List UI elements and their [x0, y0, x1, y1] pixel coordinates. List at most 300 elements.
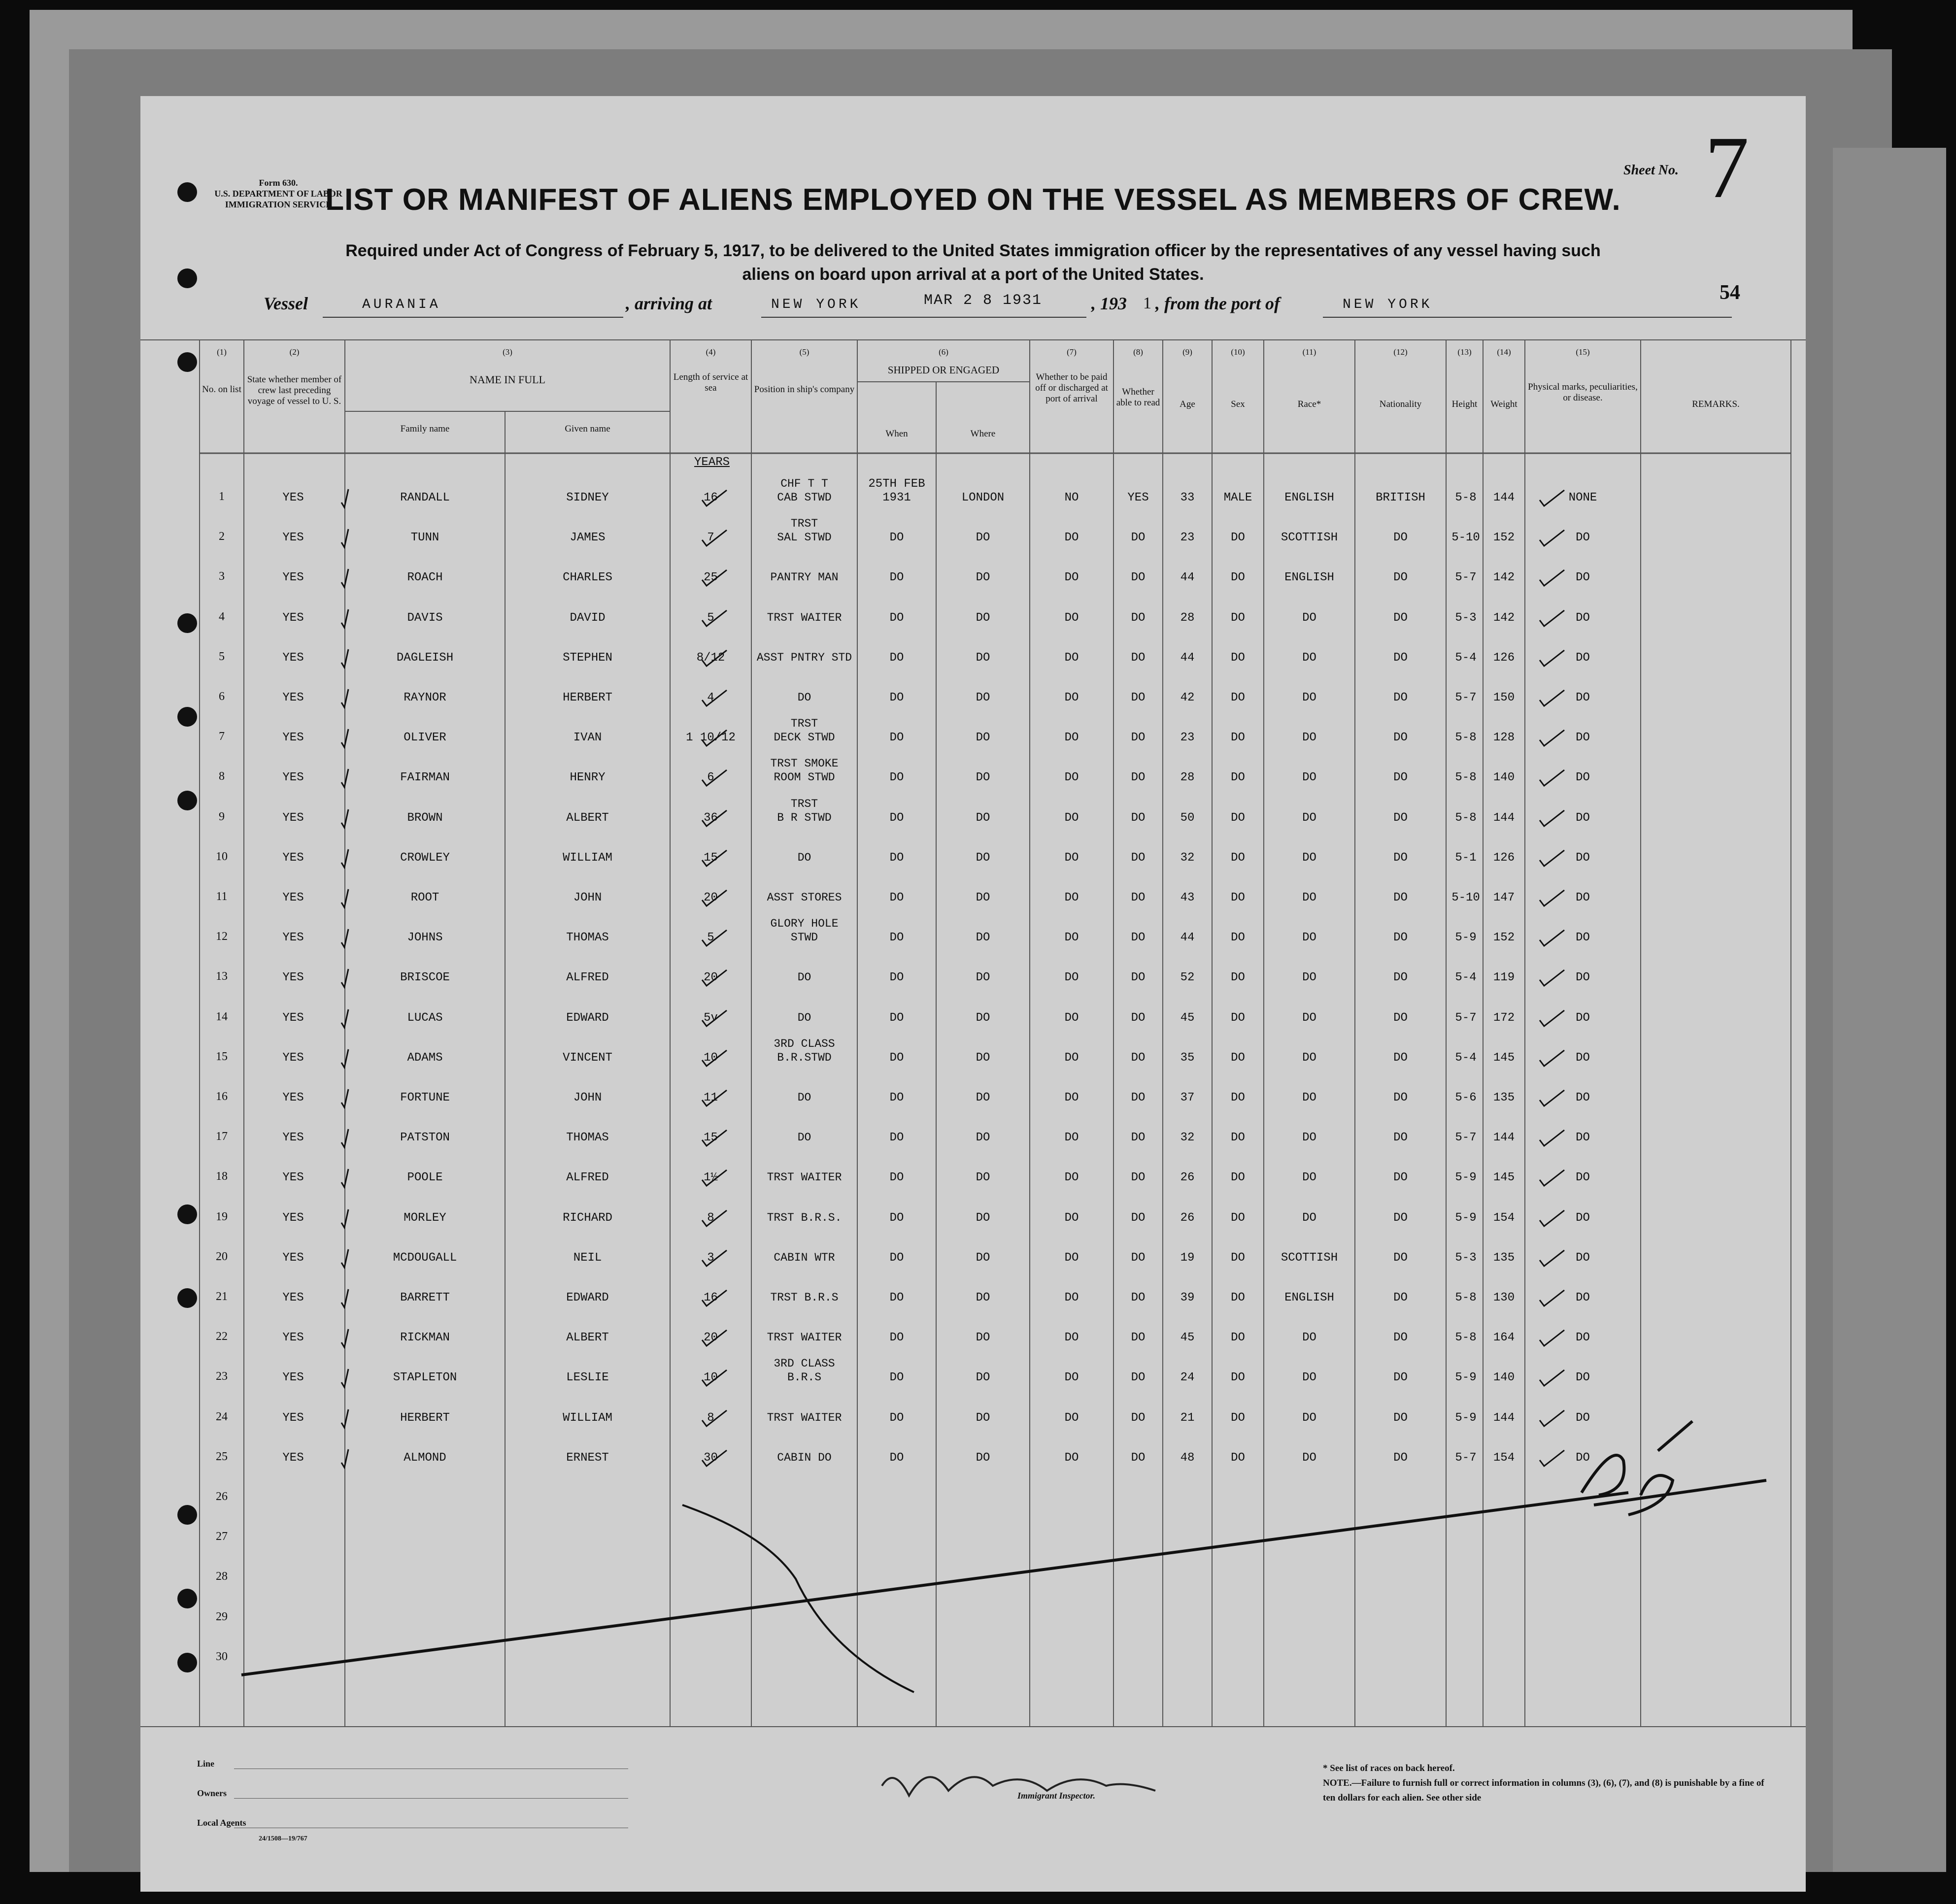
cell-nat: DO — [1393, 1171, 1408, 1185]
check-prev-mark — [337, 725, 367, 750]
cell-sex: DO — [1231, 851, 1245, 865]
cell-height: 5-7 — [1455, 1131, 1477, 1145]
check-marks-mark — [1537, 485, 1567, 510]
cell-prev: YES — [282, 1291, 304, 1304]
cell-position-line2: TRST B.R.S — [770, 1291, 839, 1304]
col-number: (3) — [503, 347, 512, 357]
check-marks-mark — [1537, 805, 1567, 830]
check-prev-mark — [337, 1405, 367, 1430]
cell-where: DO — [976, 1051, 990, 1065]
check-service-mark — [700, 1365, 729, 1390]
cell-marks: DO — [1576, 1411, 1590, 1425]
cell-position-line2: DO — [797, 1011, 811, 1024]
cell-height: 5-8 — [1455, 491, 1477, 504]
cell-where: DO — [976, 851, 990, 865]
cell-height: 5-7 — [1455, 571, 1477, 585]
cell-position-line2: DO — [797, 1131, 811, 1144]
cell-weight: 147 — [1493, 891, 1515, 904]
cell-nat: DO — [1393, 971, 1408, 985]
cell-age: 28 — [1180, 611, 1195, 625]
cell-paid: DO — [1064, 531, 1079, 545]
check-service-mark — [700, 685, 729, 710]
cell-race: DO — [1302, 691, 1316, 704]
cell-service: 25 — [704, 571, 718, 585]
check-prev-mark — [337, 1085, 367, 1110]
cell-race: ENGLISH — [1284, 491, 1334, 504]
page-title: LIST OR MANIFEST OF ALIENS EMPLOYED ON THE VESSEL AS MEMBERS OF CREW. — [325, 183, 1621, 217]
cell-where: DO — [976, 1291, 990, 1304]
vessel-label: Vessel — [264, 294, 308, 313]
page-number: 54 — [1720, 281, 1740, 304]
check-marks-mark — [1537, 1085, 1567, 1110]
cell-family: FORTUNE — [400, 1091, 450, 1104]
cell-age: 43 — [1180, 891, 1195, 904]
cell-height: 5-7 — [1455, 1011, 1477, 1025]
cell-height: 5-4 — [1455, 1051, 1477, 1065]
cell-age: 44 — [1180, 651, 1195, 665]
cell-marks: DO — [1576, 1171, 1590, 1185]
cell-weight: 130 — [1493, 1291, 1515, 1304]
penalty-note: NOTE.—Failure to furnish full or correct information in columns (3), (6), (7), and (8) is punishable by a fine of ten dollars for each alien. See other side — [1323, 1778, 1764, 1803]
cell-prev: YES — [282, 771, 304, 785]
cell-where: DO — [976, 771, 990, 785]
cell-family: FAIRMAN — [400, 771, 450, 785]
check-service-mark — [700, 1205, 729, 1230]
col-number: (1) — [217, 347, 227, 357]
check-marks-mark — [1537, 1205, 1567, 1230]
date-stamp: MAR 2 8 1931 — [924, 292, 1043, 309]
cell-given: LESLIE — [566, 1371, 609, 1385]
cell-age: 35 — [1180, 1051, 1195, 1065]
cell-where: DO — [976, 1371, 990, 1385]
cell-read: DO — [1131, 531, 1146, 545]
cell-service: 10 — [704, 1051, 718, 1065]
cell-age: 52 — [1180, 971, 1195, 985]
cell-position-line2: CABIN WTR — [774, 1251, 835, 1264]
cell-paid: DO — [1064, 891, 1079, 904]
cell-position-line2: TRST B.R.S. — [767, 1211, 842, 1224]
cell-given: ALBERT — [566, 811, 609, 825]
cell-weight: 144 — [1493, 811, 1515, 825]
cell-family: BRISCOE — [400, 971, 450, 985]
cell-when2: DO — [889, 611, 904, 625]
row-number: 3 — [219, 570, 225, 583]
check-prev-mark — [337, 1125, 367, 1150]
col-number: (4) — [706, 347, 716, 357]
cell-position-line2: ASST STORES — [767, 891, 842, 904]
cell-weight: 154 — [1493, 1451, 1515, 1465]
cell-read: YES — [1127, 491, 1149, 504]
cell-prev: YES — [282, 931, 304, 945]
cell-position-line2: DO — [797, 851, 811, 864]
cell-service: 20 — [704, 1331, 718, 1345]
cell-when2: DO — [889, 1091, 904, 1104]
cell-sex: DO — [1231, 811, 1245, 825]
cell-position-line2: CAB STWD — [777, 491, 832, 504]
check-service-mark — [700, 1405, 729, 1430]
check-prev-mark — [337, 1045, 367, 1070]
check-service-mark — [700, 1125, 729, 1150]
cell-read: DO — [1131, 891, 1146, 904]
cell-marks: DO — [1576, 1371, 1590, 1385]
cell-age: 50 — [1180, 811, 1195, 825]
col-header-shipped: SHIPPED OR ENGAGED — [887, 364, 1000, 376]
cell-height: 5-9 — [1455, 1211, 1477, 1225]
cell-when2: DO — [889, 571, 904, 585]
cell-paid: DO — [1064, 571, 1079, 585]
check-service-mark — [700, 645, 729, 670]
cell-paid: DO — [1064, 691, 1079, 704]
cell-race: DO — [1302, 971, 1316, 985]
cell-weight: 142 — [1493, 611, 1515, 625]
cell-read: DO — [1131, 1171, 1146, 1185]
from-port: NEW YORK — [1343, 297, 1433, 312]
arriving-port: NEW YORK — [771, 297, 861, 312]
cell-when2: DO — [889, 1251, 904, 1265]
cell-race: DO — [1302, 1371, 1316, 1385]
cell-service: 5 — [707, 611, 714, 625]
row-number-empty: 29 — [216, 1610, 228, 1623]
cell-where: DO — [976, 1251, 990, 1265]
cell-position-line2: CABIN DO — [777, 1451, 832, 1464]
col-header-where: Where — [970, 429, 996, 439]
cell-family: PATSTON — [400, 1131, 450, 1145]
cell-weight: 140 — [1493, 771, 1515, 785]
cell-where: DO — [976, 1451, 990, 1465]
cell-nat: DO — [1393, 771, 1408, 785]
cell-weight: 172 — [1493, 1011, 1515, 1025]
year-label: , 193 — [1091, 294, 1127, 313]
cell-paid: DO — [1064, 1211, 1079, 1225]
cell-prev: YES — [282, 1091, 304, 1104]
check-service-mark — [700, 1085, 729, 1110]
cell-when2: DO — [889, 1171, 904, 1185]
check-marks-mark — [1537, 1245, 1567, 1270]
cell-when2: DO — [889, 1131, 904, 1145]
check-prev-mark — [337, 565, 367, 590]
cell-service: 1½ — [704, 1171, 718, 1185]
cell-when2: DO — [889, 771, 904, 785]
cell-nat: DO — [1393, 1091, 1408, 1104]
cell-position-line2: TRST WAITER — [767, 1171, 842, 1184]
check-service-mark — [700, 925, 729, 950]
cell-family: RICKMAN — [400, 1331, 450, 1345]
cell-family: STAPLETON — [393, 1371, 457, 1385]
cell-age: 24 — [1180, 1371, 1195, 1385]
cell-weight: 128 — [1493, 731, 1515, 745]
check-marks-mark — [1537, 605, 1567, 630]
cell-service: 8/12 — [696, 651, 725, 665]
row-number: 18 — [216, 1170, 228, 1183]
cell-marks: DO — [1576, 571, 1590, 585]
cell-weight: 145 — [1493, 1171, 1515, 1185]
cell-marks: DO — [1576, 691, 1590, 704]
check-service-mark — [700, 845, 729, 870]
row-number-empty: 27 — [216, 1530, 228, 1543]
check-prev-mark — [337, 765, 367, 790]
cell-marks: DO — [1576, 611, 1590, 625]
manifest-sheet — [140, 96, 1806, 1892]
check-marks-mark — [1537, 1005, 1567, 1030]
row-number: 13 — [216, 970, 228, 983]
cell-read: DO — [1131, 691, 1146, 704]
cell-age: 26 — [1180, 1171, 1195, 1185]
col-number: (8) — [1133, 347, 1143, 357]
check-marks-mark — [1537, 965, 1567, 990]
cell-family: ADAMS — [407, 1051, 443, 1065]
cell-position-line2: SAL STWD — [777, 531, 832, 544]
row-number: 17 — [216, 1130, 228, 1143]
cell-read: DO — [1131, 811, 1146, 825]
cell-prev: YES — [282, 571, 304, 585]
cell-sex: DO — [1231, 1371, 1245, 1385]
cell-height: 5-6 — [1455, 1091, 1477, 1104]
cell-read: DO — [1131, 1331, 1146, 1345]
cell-race: DO — [1302, 1051, 1316, 1065]
cell-race: DO — [1302, 1411, 1316, 1425]
cell-height: 5-1 — [1455, 851, 1477, 865]
check-service-mark — [700, 1285, 729, 1310]
cell-service: 5 — [707, 931, 714, 945]
cell-nat: DO — [1393, 651, 1408, 665]
check-service-mark — [700, 725, 729, 750]
cell-paid: DO — [1064, 931, 1079, 945]
cell-nat: BRITISH — [1376, 491, 1425, 504]
cell-family: RANDALL — [400, 491, 450, 504]
cell-paid: DO — [1064, 1371, 1079, 1385]
department-name: U.S. DEPARTMENT OF LABOR — [214, 189, 342, 199]
cell-family: MCDOUGALL — [393, 1251, 457, 1265]
cell-given: ERNEST — [566, 1451, 609, 1465]
check-service-mark — [700, 1325, 729, 1350]
cell-race: ENGLISH — [1284, 1291, 1334, 1304]
cell-where: DO — [976, 611, 990, 625]
cell-prev: YES — [282, 1451, 304, 1465]
cell-service: 10 — [704, 1371, 718, 1385]
cell-family: RAYNOR — [404, 691, 446, 704]
cell-prev: YES — [282, 891, 304, 904]
cell-given: VINCENT — [563, 1051, 612, 1065]
cell-position-line1: 3RD CLASS — [774, 1037, 835, 1050]
cell-nat: DO — [1393, 691, 1408, 704]
col-header-age: Age — [1180, 399, 1195, 409]
check-prev-mark — [337, 965, 367, 990]
check-service-mark — [700, 1245, 729, 1270]
check-marks-mark — [1537, 565, 1567, 590]
check-service-mark — [700, 525, 729, 550]
cell-when2: DO — [889, 811, 904, 825]
cell-weight: 152 — [1493, 531, 1515, 545]
cell-weight: 144 — [1493, 1131, 1515, 1145]
cell-marks: DO — [1576, 771, 1590, 785]
cell-height: 5-9 — [1455, 1371, 1477, 1385]
cell-family: ROOT — [410, 891, 439, 904]
row-number: 4 — [219, 610, 225, 623]
cell-read: DO — [1131, 1131, 1146, 1145]
cell-sex: DO — [1231, 651, 1245, 665]
col-number: (6) — [939, 347, 948, 357]
cell-position-line2: STWD — [790, 931, 818, 944]
row-number: 23 — [216, 1370, 228, 1383]
cell-given: NEIL — [573, 1251, 602, 1265]
row-number: 12 — [216, 930, 228, 943]
col-number: (15) — [1576, 347, 1590, 357]
cell-height: 5-8 — [1455, 1291, 1477, 1304]
check-service-mark — [700, 805, 729, 830]
cell-family: DAGLEISH — [396, 651, 454, 665]
cell-position-line2: B R STWD — [777, 811, 832, 824]
cell-service: 7 — [707, 531, 714, 545]
cell-read: DO — [1131, 731, 1146, 745]
row-number: 9 — [219, 810, 225, 823]
cell-weight: 152 — [1493, 931, 1515, 945]
cell-paid: DO — [1064, 1171, 1079, 1185]
cell-race: DO — [1302, 1131, 1316, 1145]
subtitle-line: Required under Act of Congress of February 5, 1917, to be delivered to the United States immigration officer by the representatives of any vessel having such — [345, 241, 1601, 260]
cell-height: 5-4 — [1455, 971, 1477, 985]
cell-nat: DO — [1393, 891, 1408, 904]
cell-height: 5-8 — [1455, 731, 1477, 745]
cell-weight: 142 — [1493, 571, 1515, 585]
cell-marks: DO — [1576, 651, 1590, 665]
row-number-empty: 30 — [216, 1650, 228, 1663]
row-number: 19 — [216, 1210, 228, 1223]
cell-nat: DO — [1393, 1011, 1408, 1025]
cell-race: DO — [1302, 611, 1316, 625]
cell-read: DO — [1131, 771, 1146, 785]
check-marks-mark — [1537, 885, 1567, 910]
col-header-read: Whether able to read — [1116, 387, 1160, 408]
cell-when2: DO — [889, 1291, 904, 1304]
cell-race: DO — [1302, 851, 1316, 865]
cell-where: DO — [976, 931, 990, 945]
check-prev-mark — [337, 1445, 367, 1470]
cell-prev: YES — [282, 1371, 304, 1385]
check-marks-mark — [1537, 525, 1567, 550]
cell-sex: DO — [1231, 1011, 1245, 1025]
cell-prev: YES — [282, 651, 304, 665]
cell-weight: 145 — [1493, 1051, 1515, 1065]
cell-service: 15 — [704, 851, 718, 865]
cell-position-line2: PANTRY MAN — [770, 571, 839, 584]
cell-paid: DO — [1064, 731, 1079, 745]
cell-prev: YES — [282, 731, 304, 745]
cell-read: DO — [1131, 971, 1146, 985]
cell-service: 11 — [704, 1091, 718, 1104]
check-marks-mark — [1537, 765, 1567, 790]
col-header-weight: Weight — [1490, 399, 1518, 409]
cell-when2: DO — [889, 691, 904, 704]
cell-given: JOHN — [573, 891, 602, 904]
col-number: (12) — [1393, 347, 1408, 357]
cell-race: DO — [1302, 771, 1316, 785]
col-header-height: Height — [1451, 399, 1478, 409]
check-service-mark — [700, 565, 729, 590]
cell-when2: DO — [889, 731, 904, 745]
cell-prev: YES — [282, 1171, 304, 1185]
cell-where: DO — [976, 971, 990, 985]
cell-family: BROWN — [407, 811, 443, 825]
cell-when2: DO — [889, 1331, 904, 1345]
cell-prev: YES — [282, 1011, 304, 1025]
cell-age: 45 — [1180, 1011, 1195, 1025]
cell-paid: DO — [1064, 611, 1079, 625]
cell-weight: 119 — [1493, 971, 1515, 985]
cell-when2: DO — [889, 1371, 904, 1385]
cell-race: DO — [1302, 651, 1316, 665]
cell-given: WILLIAM — [563, 1411, 612, 1425]
check-marks-mark — [1537, 845, 1567, 870]
cell-given: THOMAS — [566, 1131, 609, 1145]
cell-given: IVAN — [573, 731, 602, 745]
cell-height: 5-10 — [1451, 531, 1480, 545]
col-header-physical-marks: Physical marks, peculiarities, or disease. — [1528, 382, 1638, 403]
cell-when2: DO — [889, 1051, 904, 1065]
cell-where: DO — [976, 891, 990, 904]
cell-age: 28 — [1180, 771, 1195, 785]
row-number: 22 — [216, 1330, 228, 1343]
cell-height: 5-8 — [1455, 771, 1477, 785]
row-number: 16 — [216, 1090, 228, 1103]
cell-sex: DO — [1231, 1211, 1245, 1225]
cell-when2: DO — [889, 531, 904, 545]
cell-weight: 126 — [1493, 851, 1515, 865]
cell-marks: DO — [1576, 731, 1590, 745]
cell-when2: DO — [889, 1211, 904, 1225]
inspector-label: Immigrant Inspector. — [1017, 1791, 1096, 1801]
check-prev-mark — [337, 525, 367, 550]
cell-when2: DO — [889, 971, 904, 985]
check-prev-mark — [337, 1165, 367, 1190]
check-marks-mark — [1537, 685, 1567, 710]
cell-when2: DO — [889, 931, 904, 945]
cell-where: DO — [976, 1011, 990, 1025]
cell-prev: YES — [282, 611, 304, 625]
cell-weight: 126 — [1493, 651, 1515, 665]
check-service-mark — [700, 485, 729, 510]
cell-paid: DO — [1064, 1051, 1079, 1065]
cell-sex: DO — [1231, 1091, 1245, 1104]
cell-nat: DO — [1393, 731, 1408, 745]
cell-age: 44 — [1180, 931, 1195, 945]
cell-position-line1: CHF T T — [780, 477, 828, 490]
cell-prev: YES — [282, 851, 304, 865]
cell-sex: DO — [1231, 931, 1245, 945]
check-prev-mark — [337, 1205, 367, 1230]
cell-given: EDWARD — [566, 1291, 609, 1304]
arriving-label: , arriving at — [626, 294, 712, 313]
cell-height: 5-9 — [1455, 1171, 1477, 1185]
cell-given: ALFRED — [566, 971, 609, 985]
cell-family: TUNN — [410, 531, 439, 545]
cell-race: SCOTTISH — [1281, 531, 1338, 545]
cell-marks: DO — [1576, 971, 1590, 985]
cell-family: BARRETT — [400, 1291, 450, 1304]
check-prev-mark — [337, 805, 367, 830]
cell-paid: DO — [1064, 1331, 1079, 1345]
row-number: 24 — [216, 1410, 228, 1423]
cell-service: 20 — [704, 971, 718, 985]
col-header-when: When — [885, 429, 908, 439]
col-number: (7) — [1067, 347, 1077, 357]
cell-age: 23 — [1180, 531, 1195, 545]
cell-read: DO — [1131, 1451, 1146, 1465]
cell-where: DO — [976, 571, 990, 585]
cell-position-line2: ASST PNTRY STD — [756, 651, 852, 664]
cell-sex: DO — [1231, 1171, 1245, 1185]
cell-read: DO — [1131, 611, 1146, 625]
cell-read: DO — [1131, 1371, 1146, 1385]
